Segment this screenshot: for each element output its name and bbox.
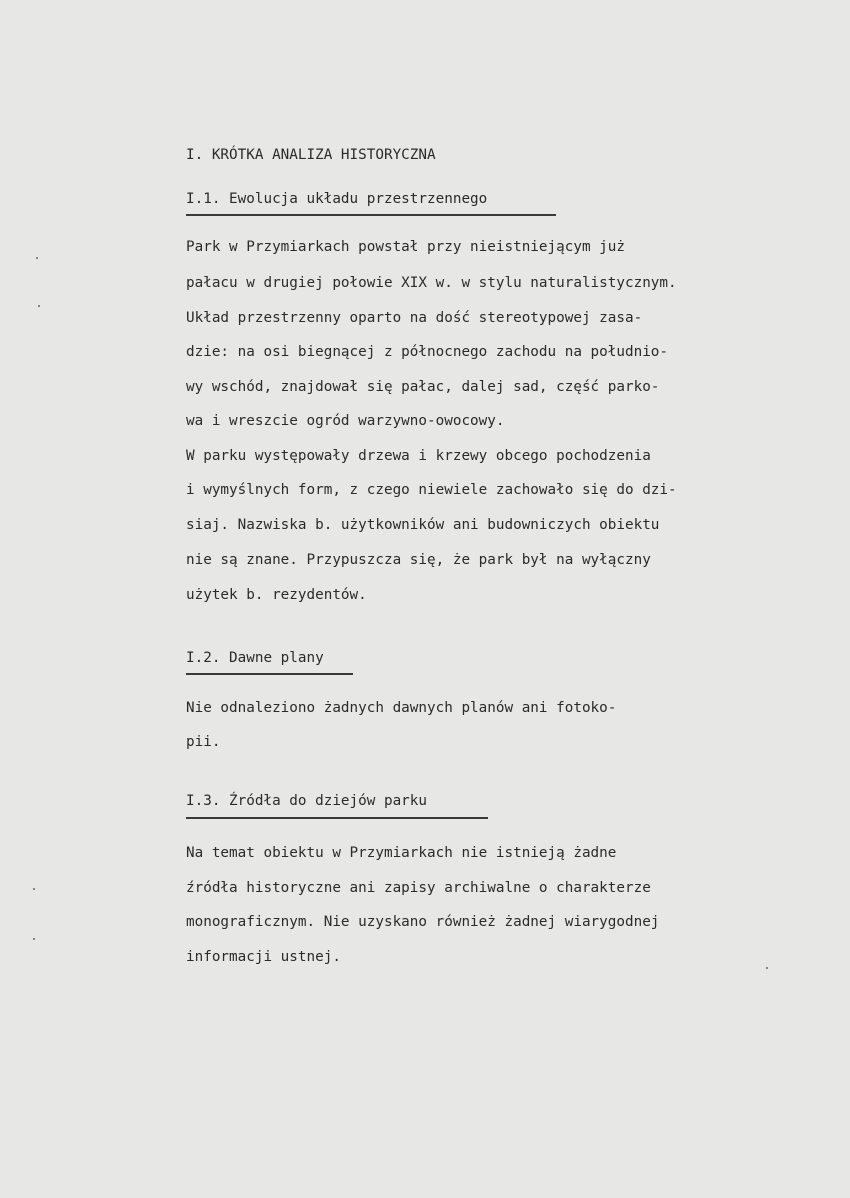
scan-speck [36,257,38,259]
subsection-underline-1 [186,214,556,216]
text-line: siaj. Nazwiska b. użytkowników ani budowniczych obiektu [186,517,660,533]
scan-speck [33,938,35,940]
text-line: użytek b. rezydentów. [186,587,367,603]
text-line: monograficznym. Nie uzyskano również żadnej wiarygodnej [186,914,660,930]
subsection-title-1: I.1. Ewolucja układu przestrzennego [186,191,488,207]
text-line: źródła historyczne ani zapisy archiwalne o charakterze [186,880,651,896]
subsection-title-3: I.3. Źródła do dziejów parku [186,793,428,809]
text-line: nie są znane. Przypuszcza się, że park był na wyłączny [186,552,651,568]
text-line: pii. [186,734,221,750]
text-line: W parku występowały drzewa i krzewy obcego pochodzenia [186,448,651,464]
scan-speck [766,967,768,969]
text-line: wy wschód, znajdował się pałac, dalej sad, część parko- [186,379,660,395]
scan-speck [33,888,35,890]
text-line: informacji ustnej. [186,949,341,965]
text-line: dzie: na osi biegnącej z północnego zachodu na południo- [186,344,669,360]
text-line: Nie odnaleziono żadnych dawnych planów ani fotoko- [186,700,617,716]
scan-speck [38,305,40,307]
text-line: Park w Przymiarkach powstał przy nieistniejącym już [186,239,625,255]
text-line: Układ przestrzenny oparto na dość stereotypowej zasa- [186,310,643,326]
subsection-underline-3 [186,817,488,819]
text-line: wa i wreszcie ogród warzywno-owocowy. [186,413,505,429]
subsection-underline-2 [186,673,353,675]
text-line: Na temat obiektu w Przymiarkach nie istnieją żadne [186,845,617,861]
text-line: i wymyślnych form, z czego niewiele zachowało się do dzi- [186,482,677,498]
subsection-title-2: I.2. Dawne plany [186,650,324,666]
text-line: pałacu w drugiej połowie XIX w. w stylu naturalistycznym. [186,275,677,291]
section-heading: I. KRÓTKA ANALIZA HISTORYCZNA [186,147,436,163]
